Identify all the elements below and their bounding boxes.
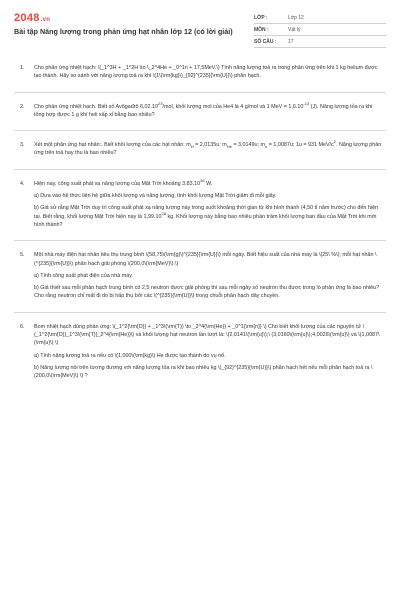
question-subpart: b) Giả sử rằng Mặt Trời duy trì công suất phát xạ năng lượng này trong suốt khoảng thời gian từ khi hình thành (4,50 tỉ năm trước) cho đến hiện tại. Biết rằng, khối lượng Mặt Trời hiện nay là 1,99.10$^{28}$ kg. Khối lượng này bằng bao nhiêu phần trăm khối lượng ban đầu của Mặt Trời khi mới hình thành? <box>34 205 379 228</box>
question-item <box>14 323 386 381</box>
question-text: Một nhà máy điện hạt nhân tiêu thụ trung bình \(58,75\(\rm{g}\)^{235}{\rm{U}}\) mỗi ngày. Biết hiệu suất của nhà máy là \(25\ %\); mỗi hạt nhân \(^{235}{\rm{U}}\) phân hạch giải phóng \(200,0\(\rm{MeV}\).\) <box>34 252 377 267</box>
question-number: 4. <box>20 180 25 187</box>
divider <box>14 240 386 241</box>
question-number: 2. <box>20 103 25 110</box>
meta-row-count: SỐ CÂU : 17 <box>254 36 386 48</box>
question-text: Hiện nay, công suất phát xạ năng lượng của Mặt Trời khoảng 3,83.10$^{26}$ W. <box>34 177 213 187</box>
question-number: 1. <box>20 65 25 71</box>
divider <box>14 92 386 93</box>
site-logo[interactable]: 2048.vn <box>14 12 51 24</box>
question-subpart: a) Tính năng lượng toả ra nếu có \(1,000\(\rm{kg}\) He được tạo thành do vụ nổ. <box>34 352 226 359</box>
header <box>14 12 386 48</box>
divider <box>14 169 386 170</box>
question-subpart: b) Năng lượng nói trên tương đương với năng lượng tỏa ra khi bao nhiêu kg \(_{92}^{235}{\rm{U}}\) phân hạch hết nếu mỗi phân hạch toả ra \(200,0\(\rm{MeV}\) \) ? <box>34 364 373 380</box>
question-item <box>14 141 386 158</box>
meta-row-subject: MÔN : Vật lý <box>254 24 386 36</box>
question-subpart: b) Giả thiết sau mỗi phân hạch trung bình có 2,5 neutron được giải phóng thì sau mỗi ngày số neutron thu được trong lò phản ứng là bao nhiêu? Cho rằng neutron chỉ mất đi do bị hấp thụ bởi các \(^{235}{\rm{U}}\) trong chuỗi phản hạch dây chuyền. <box>34 285 380 300</box>
question-text: Cho phản ứng nhiệt hạch: \(_1^3H + _1^2H \to \_2^4He + _0^1n + 17,5MeV.\) Tính năng lượng toả ra trong phản ứng trên khi 1 kg helium được tạo thành. Hãy so sánh với năng lượng toả ra khi \(1\(\rm{kg}\)_{92}^{235}{\rm{U}}\) phân hạch. <box>34 65 378 80</box>
question-item <box>14 251 386 300</box>
question-item <box>14 100 386 120</box>
question-item <box>14 177 386 229</box>
divider <box>14 130 386 131</box>
meta-row-class: LỚP : Lớp 12 <box>254 12 386 24</box>
question-item <box>14 64 386 81</box>
question-subpart: a) Tính công suất phát điện của nhà máy. <box>34 272 133 279</box>
question-number: 6. <box>20 323 25 330</box>
question-list <box>14 64 386 381</box>
divider <box>14 312 386 313</box>
question-number: 3. <box>20 142 25 149</box>
question-subpart: a) Dựa vào hệ thức liên hệ giữa khối lượng và năng lượng, tính khối lượng Mặt Trời giảm đi mỗi giây. <box>34 193 277 200</box>
question-text: Bom nhiệt hạch dùng phản ứng: \(_1^2{\rm{D}} + _1^3\(\rm{T}) \to _2^4{\rm{He}} + _0^1{\rm{n}} \) Cho biết khối lượng của các nguyên tử \(_1^2{\rm{D}}_1^3\(\rm{T}}_2^4{\rm{He}}\) và khối lượng hạt neutron lần lượt là: \(2,0141\(\rm{u}\);\ (3,0160\(\rm{u}\);4,0026\(\rm{u}\) và \(1,0087\(\rm{u}\) \) <box>34 323 380 347</box>
meta-info-table <box>254 12 386 48</box>
question-text: Xét một phản ứng hạt nhân:. Biết khối lượng của các hạt nhân: $m_H = 2,0135u$; $m_{He} = 3,0149u$; $m_n = 1,0087u$; 1u = 931 MeV/$c^2$. Năng lượng phản ứng trên toả hay thu là bao nhiêu? <box>34 139 382 157</box>
question-text: Cho phản ứng nhiệt hạch. Biết số Avôgađrô 6,02.10$^{23}$/mol, khối lượng mol của He4 là 4 g/mol và 1 MeV = $1,6.10^{-13}$ (J). Năng lượng tỏa ra khi tổng hợp được 1 g khí heli xấp xỉ bằng bao nhiêu? <box>34 100 373 118</box>
document-title: Bài tập Năng lượng trong phản ứng hạt nhân lớp 12 (có lời giải) <box>14 27 233 36</box>
question-number: 5. <box>20 252 25 259</box>
